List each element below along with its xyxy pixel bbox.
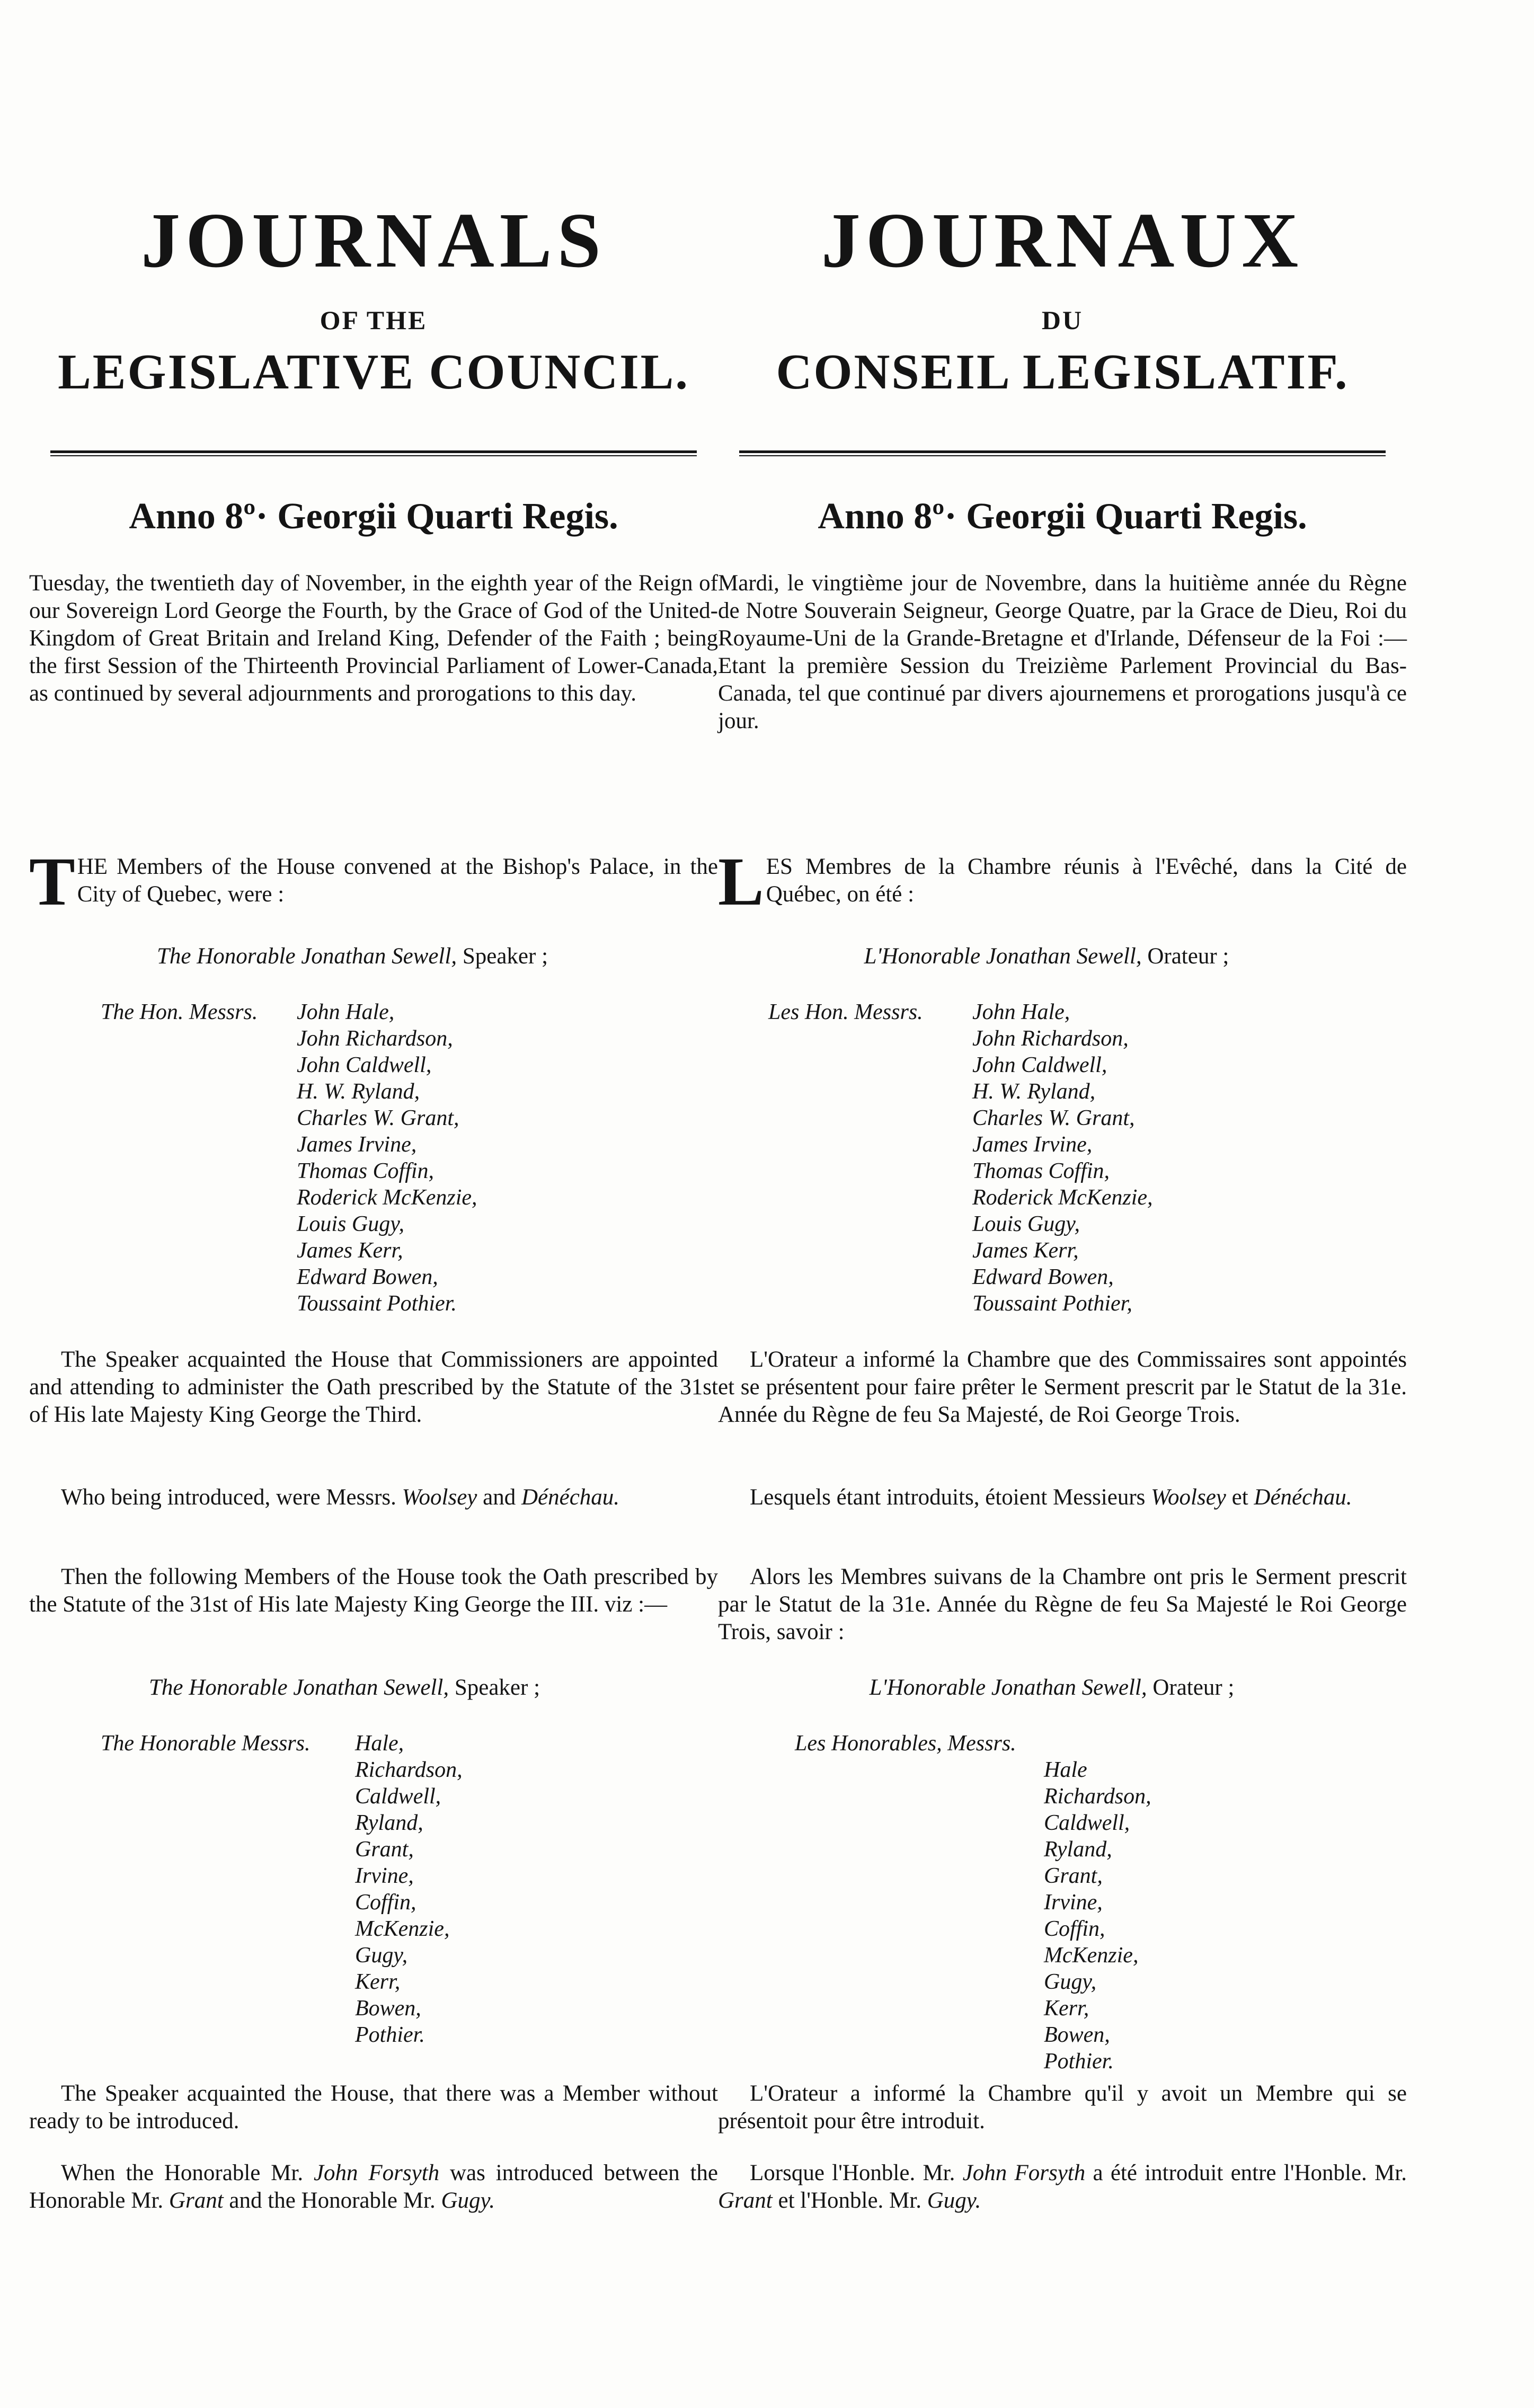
subtitle-of-the: OF THE — [320, 305, 428, 335]
member-name: McKenzie, — [1044, 1943, 1139, 1968]
double-rule — [50, 450, 697, 456]
member-name: Gugy, — [1044, 1970, 1097, 1994]
forsyth-text-e: and the Honorable Mr. — [223, 2188, 441, 2213]
name-denechau: Dénéchau. — [521, 1485, 620, 1510]
member-name: James Kerr, — [297, 1238, 403, 1263]
forsyth-paragraph — [29, 2159, 718, 2215]
members-intro-text: HE Members of the House convened at the Bishop's Palace, in the City of Quebec, were : — [77, 854, 718, 907]
member-name: Gugy, — [355, 1943, 408, 1968]
member-name: John Hale, — [972, 1000, 1070, 1024]
member-name: James Irvine, — [297, 1132, 417, 1157]
name-gugy-fr: Gugy. — [927, 2188, 981, 2213]
speaker-role-2: Speaker ; — [449, 1675, 540, 1700]
member-name: John Hale, — [297, 1000, 395, 1024]
member-name: James Kerr, — [972, 1238, 1079, 1263]
title-fr: JOURNAUX — [821, 197, 1304, 284]
member-name: Roderick McKenzie, — [972, 1185, 1153, 1210]
introduced-text: Who being introduced, were Messrs. — [61, 1485, 402, 1510]
member-name: Toussaint Pothier. — [297, 1291, 457, 1316]
member-without-paragraph-fr: L'Orateur a informé la Chambre qu'il y avoit un Membre qui se présentoit pour être introduit. — [718, 2081, 1407, 2133]
introduced-and: and — [477, 1485, 521, 1510]
speaker-role-fr: Orateur ; — [1141, 944, 1229, 969]
member-name: Edward Bowen, — [297, 1265, 438, 1289]
member-name: Kerr, — [1044, 1996, 1089, 2021]
members-list-fr — [972, 999, 1153, 1317]
hon-lead: The Hon. Messrs. — [101, 1000, 258, 1024]
name-grant: Grant — [169, 2188, 224, 2213]
speaker-line — [8, 943, 697, 969]
speaker-name-2: The Honorable Jonathan Sewell, — [148, 1675, 449, 1700]
member-name: Louis Gugy, — [297, 1212, 405, 1236]
council-heading: LEGISLATIVE COUNCIL. — [58, 344, 689, 400]
name-denechau-fr: Dénéchau. — [1254, 1485, 1352, 1510]
name-woolsey-fr: Woolsey — [1151, 1485, 1226, 1510]
members-list-2-fr — [1044, 1757, 1151, 2075]
member-name: Thomas Coffin, — [972, 1159, 1110, 1183]
preamble-paragraph: Tuesday, the twentieth day of November, in the eighth year of the Reign of our Sovereign Lord George the Fourth, by the Grace of God of the United-Kingdom of Great Britain and Ireland King, Defender of the Faith ; being the first Session of the Thirteenth Provincial Parliament of Lower-Canada, as continued by several adjournments and prorogations to this day. — [29, 571, 718, 706]
members-intro-paragraph-fr — [718, 844, 1407, 920]
hon-lead-fr: Les Hon. Messrs. — [768, 1000, 923, 1024]
forsyth-text-c-fr: a été introduit entre l'Honble. Mr. — [1085, 2161, 1407, 2185]
member-name: Caldwell, — [1044, 1811, 1130, 1835]
member-name: Kerr, — [355, 1970, 401, 1994]
member-name: Richardson, — [355, 1758, 463, 1782]
forsyth-text-c: was introduced between the Honorable Mr. — [29, 2161, 719, 2213]
name-gugy: Gugy. — [441, 2188, 495, 2213]
double-rule-fr — [739, 450, 1386, 456]
title: JOURNALS — [141, 197, 606, 284]
member-name: James Irvine, — [972, 1132, 1093, 1157]
member-name: Irvine, — [355, 1864, 414, 1888]
member-name: Hale — [1044, 1758, 1087, 1782]
members-list-2 — [355, 1730, 463, 2048]
member-name: Hale, — [355, 1731, 404, 1756]
drop-cap-fr: L — [718, 844, 764, 920]
speaker-name-2-fr: L'Honorable Jonathan Sewell, — [869, 1675, 1147, 1700]
council-heading-fr: CONSEIL LEGISLATIF. — [776, 344, 1349, 400]
oath-paragraph-fr: Alors les Membres suivans de la Chambre ont pris le Serment prescrit par le Statut de la 31e. Année du Règne de feu Sa Majesté le Roi George Trois, savoir : — [718, 1564, 1407, 1644]
member-name: H. W. Ryland, — [972, 1079, 1096, 1104]
hon-lead-2: The Honorable Messrs. — [101, 1731, 311, 1756]
member-name: Roderick McKenzie, — [297, 1185, 477, 1210]
member-name: Louis Gugy, — [972, 1212, 1080, 1236]
member-name: Edward Bowen, — [972, 1265, 1114, 1289]
member-name: Richardson, — [1044, 1784, 1151, 1809]
forsyth-text-a-fr: Lorsque l'Honble. Mr. — [750, 2161, 963, 2185]
preamble-paragraph-fr: Mardi, le vingtième jour de Novembre, dans la huitième année du Règne de Notre Souverain Seigneur, George Quatre, par la Grace de Dieu, Roi du Royaume-Uni de la Grande-Bretagne et d'Irlande, Défenseur de la Foi :—Etant la première Session du Treizième Parlement Provincial du Bas-Canada, tel que continué par divers ajournemens et prorogations jusqu'à ce jour. — [718, 571, 1407, 733]
member-without-paragraph: The Speaker acquainted the House, that there was a Member without ready to be introduced. — [29, 2081, 718, 2133]
anno-heading-fr: Anno 8º· Georgii Quarti Regis. — [818, 496, 1307, 537]
member-name: John Richardson, — [972, 1026, 1129, 1051]
member-name: Pothier. — [1044, 2049, 1114, 2074]
member-name: Irvine, — [1044, 1890, 1103, 1915]
speaker-name: The Honorable Jonathan Sewell, — [156, 944, 457, 969]
name-forsyth-fr: John Forsyth — [962, 2161, 1086, 2185]
member-name: John Caldwell, — [972, 1053, 1107, 1077]
name-forsyth: John Forsyth — [313, 2161, 440, 2185]
forsyth-text-e-fr: et l'Honble. Mr. — [772, 2188, 927, 2213]
commissioners-paragraph: The Speaker acquainted the House that Commissioners are appointed and attending to administer the Oath prescribed by the Statute of the 31st of His late Majesty King George the Third. — [29, 1347, 718, 1427]
forsyth-paragraph-fr — [718, 2159, 1407, 2215]
speaker-role: Speaker ; — [457, 944, 548, 969]
introduced-et: et — [1226, 1485, 1254, 1510]
commissioners-paragraph-fr: L'Orateur a informé la Chambre que des Commissaires sont appointés et se présentent pour faire prêter le Serment prescrit par le Statut de la 31e. Année du Règne de feu Sa Majesté, de Roi George Trois. — [718, 1347, 1407, 1427]
name-woolsey: Woolsey — [402, 1485, 477, 1510]
member-name: McKenzie, — [355, 1917, 450, 1941]
introduced-paragraph-fr — [718, 1484, 1407, 1511]
member-name: Charles W. Grant, — [297, 1106, 459, 1130]
member-name: Pothier. — [355, 2023, 425, 2047]
speaker-line-2-fr — [707, 1675, 1396, 1701]
member-name: Bowen, — [355, 1996, 421, 2021]
member-name: Caldwell, — [355, 1784, 441, 1809]
member-name: John Caldwell, — [297, 1053, 432, 1077]
member-name: Ryland, — [355, 1811, 423, 1835]
member-name: Coffin, — [1044, 1917, 1105, 1941]
speaker-line-2 — [0, 1675, 689, 1701]
member-name: Coffin, — [355, 1890, 416, 1915]
introduced-paragraph — [29, 1484, 718, 1511]
forsyth-text-a: When the Honorable Mr. — [61, 2161, 314, 2185]
member-name: Toussaint Pothier, — [972, 1291, 1132, 1316]
speaker-role-2-fr: Orateur ; — [1147, 1675, 1235, 1700]
speaker-line-fr — [702, 943, 1391, 969]
name-grant-fr: Grant — [718, 2188, 773, 2213]
members-list — [297, 999, 477, 1317]
speaker-name-fr: L'Honorable Jonathan Sewell, — [864, 944, 1142, 969]
member-name: Bowen, — [1044, 2023, 1110, 2047]
member-name: John Richardson, — [297, 1026, 453, 1051]
hon-lead-2-fr: Les Honorables, Messrs. — [795, 1731, 1016, 1756]
anno-heading: Anno 8º· Georgii Quarti Regis. — [129, 496, 618, 537]
member-name: Ryland, — [1044, 1837, 1112, 1862]
member-name: Charles W. Grant, — [972, 1106, 1135, 1130]
member-name: Grant, — [355, 1837, 414, 1862]
member-name: Grant, — [1044, 1864, 1103, 1888]
member-name: H. W. Ryland, — [297, 1079, 420, 1104]
drop-cap: T — [29, 844, 75, 920]
member-name: Thomas Coffin, — [297, 1159, 435, 1183]
subtitle-du: DU — [1041, 305, 1084, 335]
introduced-text-fr: Lesquels étant introduits, étoient Messieurs — [750, 1485, 1151, 1510]
members-intro-paragraph — [29, 844, 718, 920]
members-intro-text-fr: ES Membres de la Chambre réunis à l'Evêché, dans la Cité de Québec, on été : — [766, 854, 1407, 907]
oath-paragraph: Then the following Members of the House took the Oath prescribed by the Statute of the 31st of His late Majesty King George the III. viz :— — [29, 1564, 718, 1617]
